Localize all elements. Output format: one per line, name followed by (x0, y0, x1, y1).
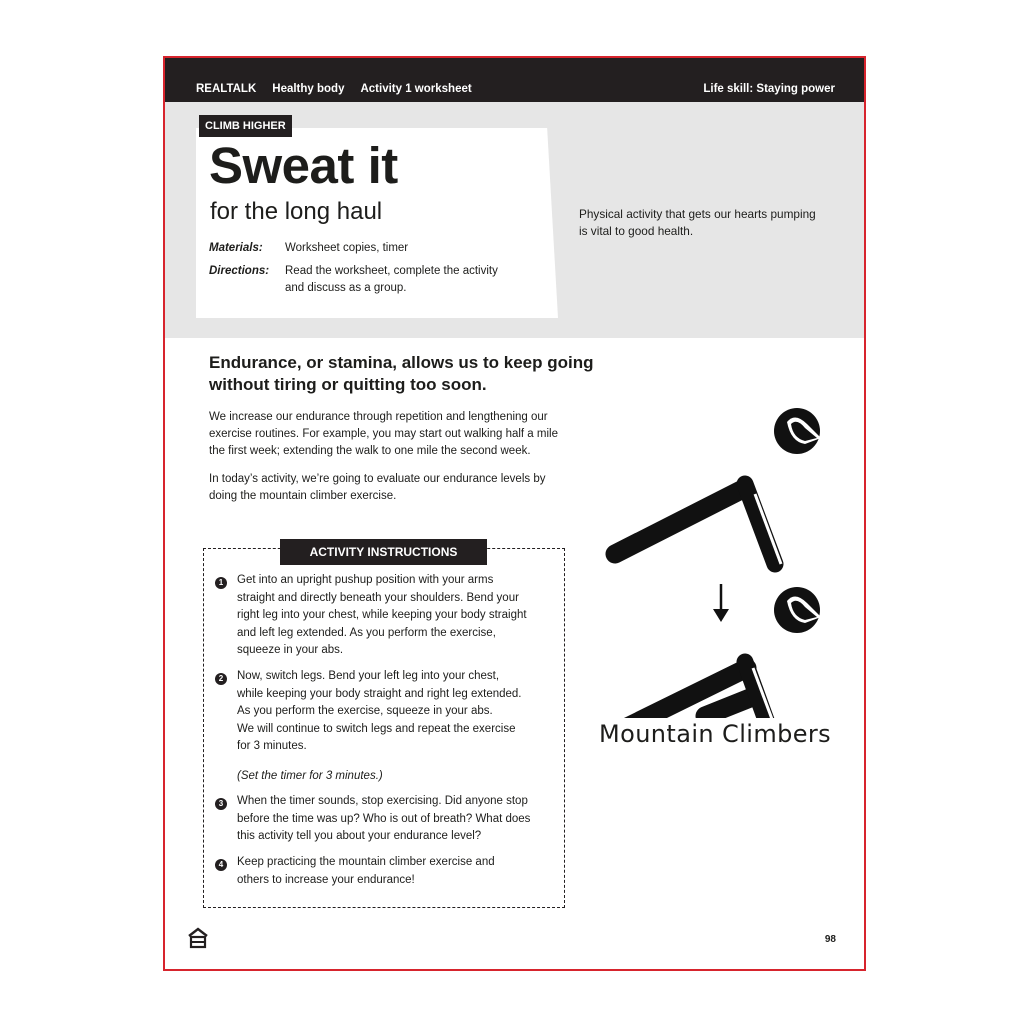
lead-heading (209, 352, 639, 396)
step-line: right leg into your chest, while keeping your body straight (237, 609, 527, 621)
section-label: Healthy body (272, 83, 345, 95)
figure-caption: Mountain Climbers (599, 720, 832, 748)
hero-intro-line1: Physical activity that gets our hearts pumping (579, 207, 816, 221)
hero-intro-line2: is vital to good health. (579, 224, 694, 238)
directions-label: Directions: (209, 265, 270, 277)
paragraph-line: the first week; extending the walk to one mile the second week. (209, 445, 531, 457)
lead-line1: Endurance, or stamina, allows us to keep going (209, 353, 594, 372)
step-line: for 3 minutes. (237, 740, 307, 752)
step-4-text (237, 854, 559, 889)
worksheet-page (163, 56, 866, 971)
pushup-figure-icon (615, 408, 821, 564)
header-bar (165, 58, 864, 102)
step-2-number: 2 (215, 673, 227, 685)
step-line: Get into an upright pushup position with your arms (237, 574, 494, 586)
step-line: while keeping your body straight and right leg extended. (237, 687, 522, 700)
materials-value: Worksheet copies, timer (285, 242, 409, 254)
step-1-number: 1 (215, 577, 227, 589)
page-number: 98 (824, 934, 836, 945)
brand-label: REALTALK (196, 83, 257, 95)
activity-label: Activity 1 worksheet (360, 83, 472, 95)
paragraph-activity (209, 471, 589, 505)
step-line: Now, switch legs. Bend your left leg into your chest, (237, 670, 500, 682)
step-line: straight and directly beneath your shoulders. Bend your (237, 591, 519, 604)
step-3-number: 3 (215, 798, 227, 810)
hero-intro (579, 206, 844, 240)
step-line: before the time was up? Who is out of breath? What does (237, 812, 531, 825)
paragraph-line: exercise routines. For example, you may start out walking half a mile (209, 428, 558, 440)
paragraph-line: In today’s activity, we’re going to evaluate our endurance levels by (209, 473, 546, 485)
timer-note: (Set the timer for 3 minutes.) (237, 770, 383, 782)
instructions-heading: ACTIVITY INSTRUCTIONS (280, 539, 487, 565)
page-subtitle: for the long haul (210, 198, 383, 225)
step-line: this activity tell you about your endurance level? (237, 830, 482, 842)
directions-value-line1: Read the worksheet, complete the activity (285, 265, 498, 277)
paragraph-line: doing the mountain climber exercise. (209, 490, 397, 502)
step-line: squeeze in your abs. (237, 644, 344, 656)
step-3-text (237, 793, 559, 846)
materials-label: Materials: (209, 242, 263, 254)
step-2-text (237, 668, 559, 756)
step-1-text (237, 572, 559, 660)
step-line: and left leg extended. As you perform the exercise, (237, 626, 496, 639)
climb-higher-badge: CLIMB HIGHER (199, 115, 292, 137)
directions-value-line2: and discuss as a group. (285, 282, 407, 294)
mountain-climbers-illustration (595, 398, 835, 718)
home-icon (187, 927, 209, 949)
step-line: When the timer sounds, stop exercising. Did anyone stop (237, 795, 528, 807)
step-line: others to increase your endurance! (237, 873, 415, 886)
step-line: As you perform the exercise, squeeze in your abs. (237, 705, 493, 717)
breadcrumb (196, 83, 472, 95)
paragraph-endurance (209, 409, 589, 460)
down-arrow-icon (713, 584, 729, 622)
page-title: Sweat it (209, 137, 398, 194)
step-line: Keep practicing the mountain climber exercise and (237, 856, 495, 868)
lead-line2: without tiring or quitting too soon. (209, 375, 487, 394)
step-4-number: 4 (215, 859, 227, 871)
mountain-climber-figure-icon (615, 587, 821, 718)
paragraph-line: We increase our endurance through repetition and lengthening our (209, 411, 548, 423)
step-line: We will continue to switch legs and repeat the exercise (237, 722, 516, 735)
life-skill-label: Life skill: Staying power (703, 83, 835, 95)
